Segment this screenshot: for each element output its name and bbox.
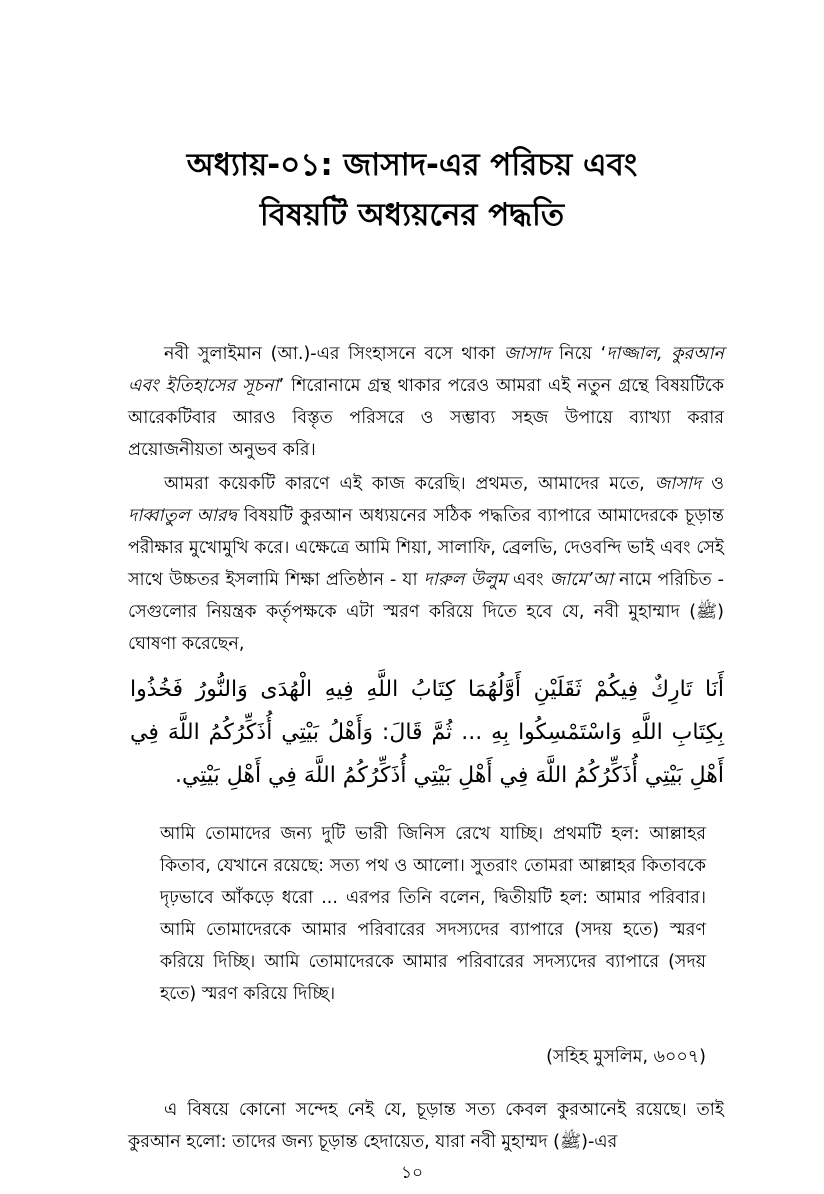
chapter-title-line1: অধ্যায়-০১: জাসাদ-এর পরিচয় এবং — [186, 147, 638, 183]
book-title-reference: দাজ্জাল, কুরআন এবং ইতিহাসের সূচনা — [128, 344, 724, 396]
term-dabbatul-ard: দাব্বাতুল আরদ্ব — [128, 506, 237, 526]
term-darul-uloom: দারুল উলুম — [423, 570, 507, 590]
chapter-title-line2: বিষয়টি অধ্যয়নের পদ্ধতি — [259, 197, 565, 233]
chapter-title — [0, 140, 824, 240]
hadith-source-citation: (সহিহ মুসলিম, ৬০০৭) — [546, 1047, 706, 1067]
hadith-translation: আমি তোমাদের জন্য দুটি ভারী জিনিস রেখে যাচ্ছি। প্রথমটি হল: আল্লাহর কিতাব, যেখানে রয়েছে: সত্য পথ ও আলো। সুতরাং তোমরা আল্লাহর কিতাবকে দৃঢ়ভাবে আঁকড়ে ধরো ... এরপর তিনি বলেন, দ্বিতীয়টি হল: আমার পরিবার। আমি তোমাদেরকে আমার পরিবারের সদস্যদের ব্যাপারে (সদয় হতে) স্মরণ করিয়ে দিচ্ছি। আমি তোমাদেরকে আমার পরিবারের সদস্যদের ব্যাপারে (সদয় হতে) স্মরণ করিয়ে দিচ্ছি। — [160, 824, 706, 1004]
page-number: ১০ — [400, 1163, 424, 1183]
term-jamea: জামে’আ — [549, 570, 614, 590]
intro-paragraph: নবী সুলাইমান (আ.)-এর সিংহাসনে বসে থাকা জাসাদ নিয়ে ‘দাজ্জাল, কুরআন এবং ইতিহাসের সূচনা’ শিরোনামে গ্রন্থ থাকার পরেও আমরা এই নতুন গ্রন্থে বিষয়টিকে আরেকটিবার আরও বিস্তৃত পরিসরে ও সম্ভাব্য সহজ উপায়ে ব্যাখ্যা করার প্রয়োজনীয়তা অনুভব করি। — [128, 344, 724, 460]
conclusion-paragraph: এ বিষয়ে কোনো সন্দেহ নেই যে, চূড়ান্ত সত্য কেবল কুরআনেই রয়েছে। তাই কুরআন হলো: তাদের জন্য চূড়ান্ত হেদায়েত, যারা নবী মুহাম্মদ (ﷺ)-এর — [128, 1100, 724, 1152]
arabic-hadith-text: أَنَا تَارِكٌ فِيكُمْ ثَقَلَيْنِ أَوَّلُهُمَا كِتَابُ اللَّهِ فِيهِ الْهُدَى وَالنُّورُ فَخُذُوا بِكِتَابِ اللَّهِ وَاسْتَمْسِكُوا بِهِ ... ثُمَّ قَالَ: وَأَهْلُ بَيْتِي أُذَكِّرُكُمُ اللَّهَ فِي أَهْلِ بَيْتِي أُذَكِّرُكُمُ اللَّهَ فِي أَهْلِ بَيْتِي أُذَكِّرُكُمُ اللَّهَ فِي أَهْلِ بَيْتِي. — [130, 677, 724, 788]
reasons-paragraph: আমরা কয়েকটি কারণে এই কাজ করেছি। প্রথমত, আমাদের মতে, জাসাদ ও দাব্বাতুল আরদ্ব বিষয়টি কুরআন অধ্যয়নের সঠিক পদ্ধতির ব্যাপারে আমাদেরকে চূড়ান্ত পরীক্ষার মুখোমুখি করে। এক্ষেত্রে আমি শিয়া, সালাফি, ব্রেলভি, দেওবন্দি ভাই এবং সেই সাথে উচ্চতর ইসলামি শিক্ষা প্রতিষ্ঠান - যা দারুল উলুম এবং জামে’আ নামে পরিচিত - সেগুলোর নিয়ন্ত্রক কর্তৃপক্ষকে এটা স্মরণ করিয়ে দিতে হবে যে, নবী মুহাম্মাদ (ﷺ) ঘোষণা করেছেন, — [128, 474, 724, 654]
term-jasad: জাসাদ — [503, 344, 551, 364]
term-jasad: জাসাদ — [654, 474, 702, 494]
